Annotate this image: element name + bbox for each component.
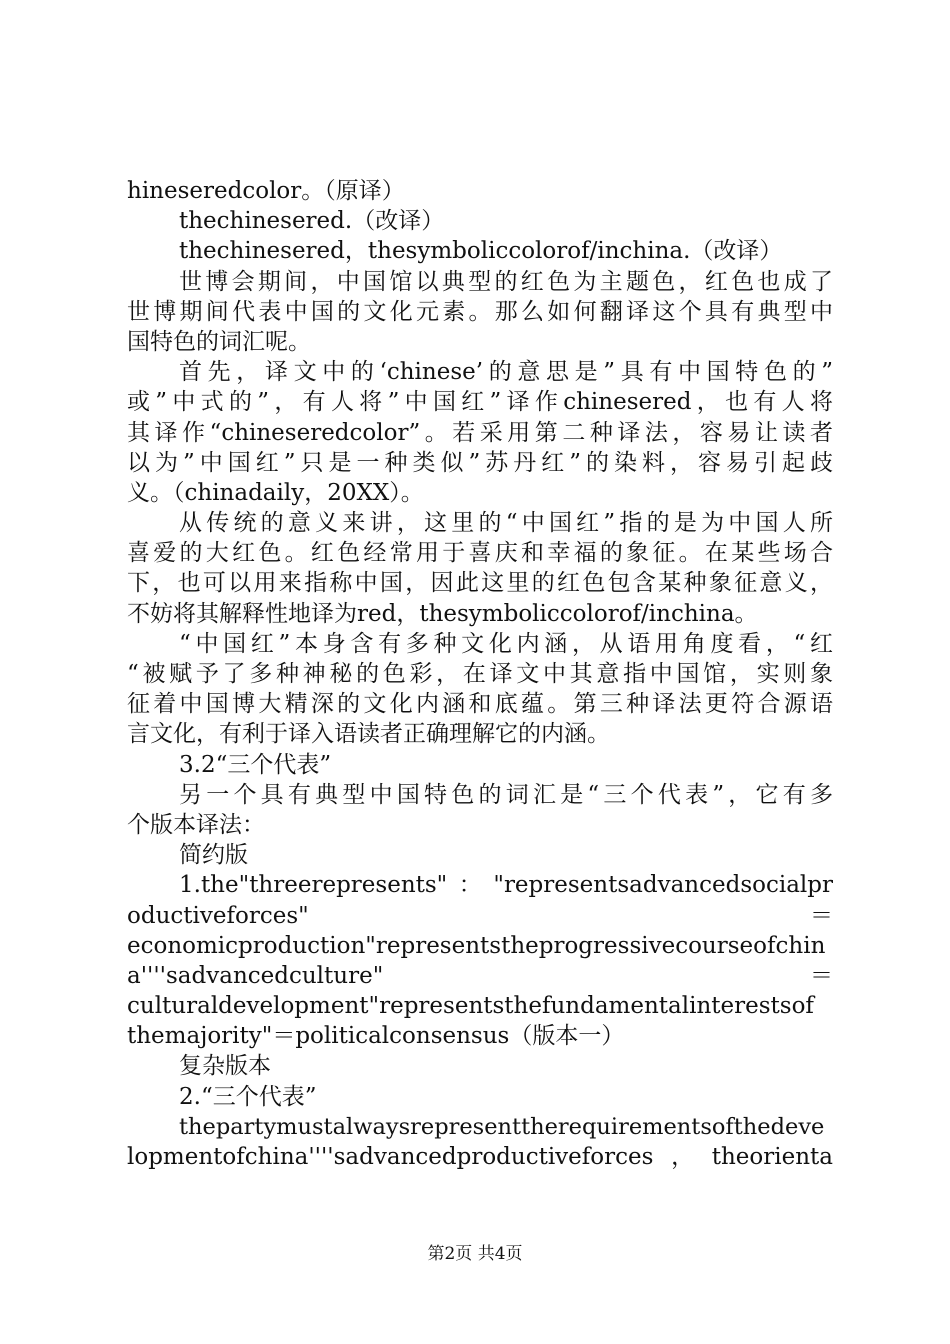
- text-line-split: [127, 901, 833, 931]
- text-segment: oductiveforces": [127, 902, 309, 929]
- text-line: hineseredcolor。（原译）: [127, 178, 405, 204]
- text-line: 其译作“chineseredcolor”。若采用第二种译法，容易让读者: [127, 419, 833, 446]
- text-segment: ＝: [810, 902, 833, 929]
- text-line: 世博期间代表中国的文化元素。那么如何翻译这个具有典型中: [127, 298, 833, 325]
- text-segment: ＝: [810, 962, 833, 989]
- text-line: 言文化，有利于译入语读者正确理解它的内涵。: [127, 721, 610, 748]
- text-line: 从传统的意义来讲，这里的“中国红”指的是为中国人所: [179, 510, 833, 537]
- text-line: 义。（chinadaily，20XX）。: [127, 479, 424, 506]
- text-line: 不妨将其解释性地译为red，thesymboliccolorof/inchina。: [127, 600, 758, 627]
- text-line: 征着中国博大精深的文化内涵和底蕴。第三种译法更符合源语: [127, 691, 833, 718]
- text-line: lopmentofchina''''sadvancedproductiveforces，theorienta: [127, 1144, 833, 1170]
- text-line: 国特色的词汇呢。: [127, 328, 311, 355]
- section-heading: 3.2“三个代表”: [179, 751, 332, 778]
- subheading: 简约版: [179, 842, 248, 869]
- text-segment: a''''sadvancedculture": [127, 962, 384, 989]
- text-line: 或”中式的”，有人将”中国红”译作chinesered，也有人将: [127, 389, 833, 416]
- text-line: 首先，译文中的‘chinese’的意思是”具有中国特色的”: [179, 359, 833, 386]
- text-line: 世博会期间，中国馆以典型的红色为主题色，红色也成了: [179, 268, 833, 295]
- text-line: thepartymustalwaysrepresenttherequirementsofthedeve: [179, 1113, 825, 1140]
- text-line: “被赋予了多种神秘的色彩，在译文中其意指中国馆，实则象: [127, 661, 833, 687]
- text-line: 另一个具有典型中国特色的词汇是“三个代表”，它有多: [179, 781, 833, 808]
- text-line: themajority"＝politicalconsensus（版本一）: [127, 1023, 625, 1050]
- subheading: 复杂版本: [179, 1053, 271, 1080]
- text-line: 下，也可以用来指称中国，因此这里的红色包含某种象征意义，: [127, 570, 833, 597]
- page-footer: 第2页 共4页: [427, 1244, 523, 1264]
- text-line: 个版本译法：: [127, 811, 265, 838]
- text-line: 以为”中国红”只是一种类似”苏丹红”的染料，容易引起歧: [127, 449, 833, 476]
- text-line-split: [127, 961, 833, 991]
- text-line: 2.“三个代表”: [179, 1083, 317, 1110]
- text-line: thechinesered.（改译）: [179, 208, 445, 235]
- document-body: [127, 176, 833, 1172]
- text-line: culturaldevelopment"representsthefundamentalinterestsof: [127, 993, 814, 1020]
- text-line: 1.the"threerepresents"："representsadvancedsocialpr: [179, 872, 833, 899]
- text-line: economicproduction"representstheprogressivecourseofchin: [127, 932, 826, 959]
- text-line: “中国红”本身含有多种文化内涵，从语用角度看，“红: [179, 630, 833, 657]
- text-line: 喜爱的大红色。红色经常用于喜庆和幸福的象征。在某些场合: [127, 540, 833, 567]
- text-line: thechinesered，thesymboliccolorof/inchina.（改译）: [179, 238, 783, 265]
